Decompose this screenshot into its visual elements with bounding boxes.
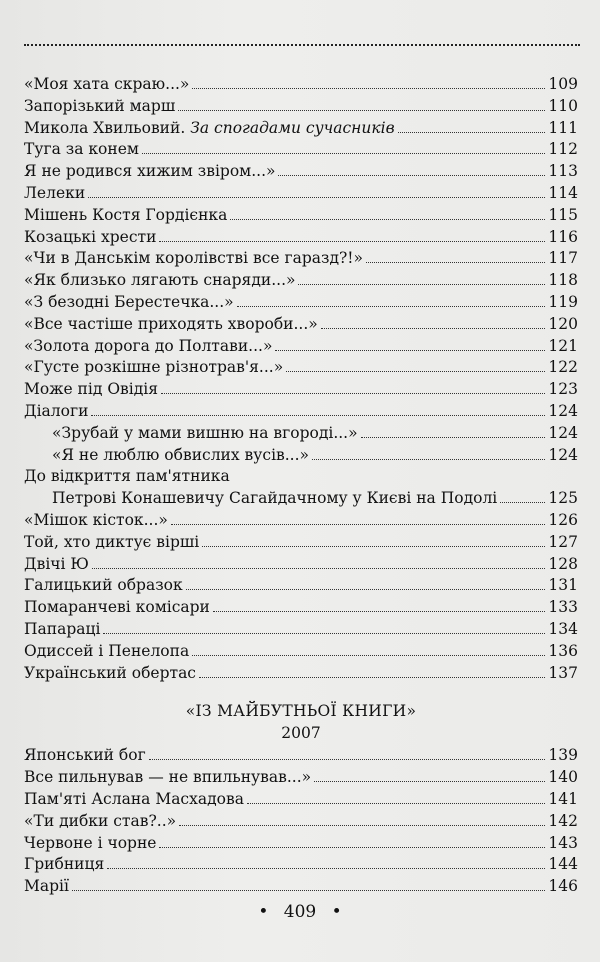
toc-entry-page: 146 xyxy=(548,877,578,896)
toc-entry-page: 121 xyxy=(548,336,578,355)
toc-list-b xyxy=(24,510,578,684)
toc-entry-page: 141 xyxy=(548,789,578,808)
toc-entry-title: Одиссей і Пенелопа xyxy=(24,641,190,660)
toc-entry-title: Все пильнував — не впильнував...» xyxy=(24,768,312,787)
toc-entry-title: Може під Овідія xyxy=(24,380,158,399)
leader-dots xyxy=(171,524,546,525)
toc-entry-title: Козацькі хрести xyxy=(24,227,157,246)
toc-entry-title: Червоне і чорне xyxy=(24,833,157,852)
toc-entry-title: Діалоги xyxy=(24,401,89,420)
leader-dots xyxy=(72,890,545,891)
toc-entry xyxy=(24,745,578,767)
toc-entry-title: «Чи в Данськім королівстві все гаразд?!» xyxy=(24,249,364,268)
leader-dots xyxy=(361,437,546,438)
toc-entry xyxy=(24,833,578,855)
toc-entry xyxy=(24,270,578,292)
toc-entry xyxy=(24,767,578,789)
leader-dots xyxy=(298,284,545,285)
toc-entry-title: «Ти дибки став?..» xyxy=(24,811,177,830)
toc-entry-title: «Все частіше приходять хвороби...» xyxy=(24,314,318,333)
toc-entry-title: «Мішок кісток...» xyxy=(24,510,168,529)
toc-entry-page: 143 xyxy=(548,833,578,852)
leader-dots xyxy=(213,611,546,612)
toc-entry xyxy=(24,811,578,833)
toc-entry xyxy=(24,641,578,663)
table-of-contents xyxy=(24,74,578,898)
toc-entry-monument-line2 xyxy=(24,488,578,510)
toc-entry xyxy=(24,248,578,270)
toc-entry-page: 134 xyxy=(548,619,578,638)
toc-entry-title: Галицький образок xyxy=(24,576,183,595)
toc-entry xyxy=(24,118,578,140)
toc-entry-title: Той, хто диктує вірші xyxy=(24,532,200,551)
toc-entry xyxy=(24,183,578,205)
toc-entry xyxy=(24,854,578,876)
toc-entry-title: Мішень Костя Гордієнка xyxy=(24,205,228,224)
toc-entry-page: 110 xyxy=(548,96,578,115)
toc-entry xyxy=(24,876,578,898)
toc-entry-page: 133 xyxy=(548,598,578,617)
toc-entry-title: «Моя хата скраю...» xyxy=(24,75,190,93)
page-folio xyxy=(0,902,600,922)
leader-dots xyxy=(237,306,546,307)
toc-entry-page: 120 xyxy=(548,314,578,333)
toc-entry-page: 126 xyxy=(548,510,578,529)
toc-entry-title: «З безодні Берестечка...» xyxy=(24,292,234,311)
toc-entry-title: Грибниця xyxy=(24,855,105,874)
toc-entry-page: 140 xyxy=(548,768,578,787)
toc-entry-page: 125 xyxy=(548,489,578,508)
leader-dots xyxy=(314,781,545,782)
toc-entry-monument-line1 xyxy=(24,466,578,488)
toc-entry-page: 139 xyxy=(548,746,578,765)
toc-entry-title: Помаранчеві комісари xyxy=(24,598,210,617)
toc-entry-page: 144 xyxy=(548,855,578,874)
toc-entry xyxy=(24,423,578,445)
folio-number: 409 xyxy=(283,902,317,922)
leader-dots xyxy=(192,655,545,656)
toc-entry-page: 117 xyxy=(548,249,578,268)
toc-entry-page: 114 xyxy=(548,183,578,202)
leader-dots xyxy=(192,88,545,89)
leader-dots xyxy=(186,589,546,590)
toc-entry xyxy=(24,96,578,118)
toc-entry-page: 116 xyxy=(548,227,578,246)
toc-list-c xyxy=(24,745,578,898)
toc-entry-title: Петрові Конашевичу Сагайдачному у Києві на Подолі xyxy=(52,489,498,508)
toc-entry xyxy=(24,619,578,641)
toc-entry-page: 142 xyxy=(548,811,578,830)
leader-dots xyxy=(88,197,545,198)
toc-entry xyxy=(24,575,578,597)
leader-dots xyxy=(199,677,545,678)
toc-entry xyxy=(24,205,578,227)
toc-entry-page: 127 xyxy=(548,532,578,551)
leader-dots xyxy=(149,759,546,760)
toc-entry-title: Папараці xyxy=(24,619,101,638)
toc-entry-title: Марії xyxy=(24,877,69,896)
toc-entry-title: Туга за конем xyxy=(24,140,139,159)
toc-entry-title: Японський бог xyxy=(24,746,146,765)
toc-entry-page: 109 xyxy=(548,75,578,93)
toc-entry-page: 123 xyxy=(548,380,578,399)
folio-bullet-right: • xyxy=(331,902,342,922)
leader-dots xyxy=(178,110,545,111)
toc-entry-title: «Я не люблю обвислих вусів...» xyxy=(52,445,310,464)
leader-dots xyxy=(107,868,545,869)
leader-dots xyxy=(91,415,545,416)
toc-entry xyxy=(24,161,578,183)
section-heading: «ІЗ МАЙБУТНЬОЇ КНИГИ» xyxy=(185,702,417,721)
leader-dots xyxy=(398,132,546,133)
toc-entry-title: «Золота дорога до Полтави...» xyxy=(24,336,273,355)
toc-entry xyxy=(24,510,578,532)
leader-dots xyxy=(230,219,545,220)
leader-dots xyxy=(159,241,545,242)
toc-entry-page: 124 xyxy=(548,401,578,420)
toc-entry xyxy=(24,789,578,811)
toc-entry xyxy=(24,292,578,314)
leader-dots xyxy=(366,262,545,263)
leader-dots xyxy=(500,502,545,503)
leader-dots xyxy=(321,328,546,329)
toc-entry-page: 119 xyxy=(548,292,578,311)
toc-entry xyxy=(24,554,578,576)
toc-entry-page: 111 xyxy=(548,118,578,137)
toc-entry-title: Микола Хвильовий. За спогадами сучасників xyxy=(24,118,395,137)
toc-entry-title: «Густе розкішне різнотрав'я...» xyxy=(24,358,284,377)
toc-entry-page: 115 xyxy=(548,205,578,224)
toc-entry xyxy=(24,336,578,358)
toc-entry-page: 113 xyxy=(548,162,578,181)
toc-entry xyxy=(24,227,578,249)
folio-bullet-left: • xyxy=(258,902,269,922)
leader-dots xyxy=(275,350,545,351)
toc-entry-title: Український обертас xyxy=(24,663,196,682)
leader-dots xyxy=(286,371,545,372)
toc-entry-title: Пам'яті Аслана Масхадова xyxy=(24,789,244,808)
toc-entry-title: Я не родився хижим звіром...» xyxy=(24,162,276,181)
toc-list-dialogs xyxy=(24,423,578,467)
toc-entry xyxy=(24,357,578,379)
toc-entry xyxy=(24,597,578,619)
top-dotted-rule xyxy=(24,44,580,46)
toc-entry xyxy=(24,379,578,401)
toc-entry xyxy=(24,74,578,96)
toc-entry-page: 124 xyxy=(548,445,578,464)
section-year: 2007 xyxy=(281,724,321,743)
toc-entry-title: «Зрубай у мами вишню на вгороді...» xyxy=(52,423,358,442)
toc-entry xyxy=(24,314,578,336)
toc-entry xyxy=(24,445,578,467)
toc-entry-title: До відкриття пам'ятника xyxy=(24,467,230,486)
toc-list-a xyxy=(24,74,578,423)
toc-entry-title: Запорізький марш xyxy=(24,96,176,115)
leader-dots xyxy=(278,175,545,176)
leader-dots xyxy=(247,803,545,804)
toc-entry xyxy=(24,532,578,554)
toc-entry-page: 118 xyxy=(548,271,578,290)
toc-entry xyxy=(24,401,578,423)
toc-entry-page: 122 xyxy=(548,358,578,377)
toc-entry-page: 124 xyxy=(548,423,578,442)
toc-entry-page: 112 xyxy=(548,140,578,159)
toc-entry-page: 128 xyxy=(548,554,578,573)
toc-entry-page: 136 xyxy=(548,641,578,660)
leader-dots xyxy=(92,568,545,569)
leader-dots xyxy=(103,633,545,634)
toc-entry-page: 137 xyxy=(548,663,578,682)
leader-dots xyxy=(161,393,545,394)
toc-entry-subtitle: За спогадами сучасників xyxy=(190,118,395,137)
toc-entry-title: Лелеки xyxy=(24,183,86,202)
leader-dots xyxy=(202,546,545,547)
leader-dots xyxy=(142,153,545,154)
leader-dots xyxy=(312,459,545,460)
toc-entry xyxy=(24,139,578,161)
leader-dots xyxy=(159,847,545,848)
toc-entry xyxy=(24,663,578,685)
leader-dots xyxy=(179,825,545,826)
toc-entry-page: 131 xyxy=(548,576,578,595)
toc-entry-title: «Як близько лягають снаряди...» xyxy=(24,271,296,290)
toc-entry-title: Двічі Ю xyxy=(24,554,89,573)
